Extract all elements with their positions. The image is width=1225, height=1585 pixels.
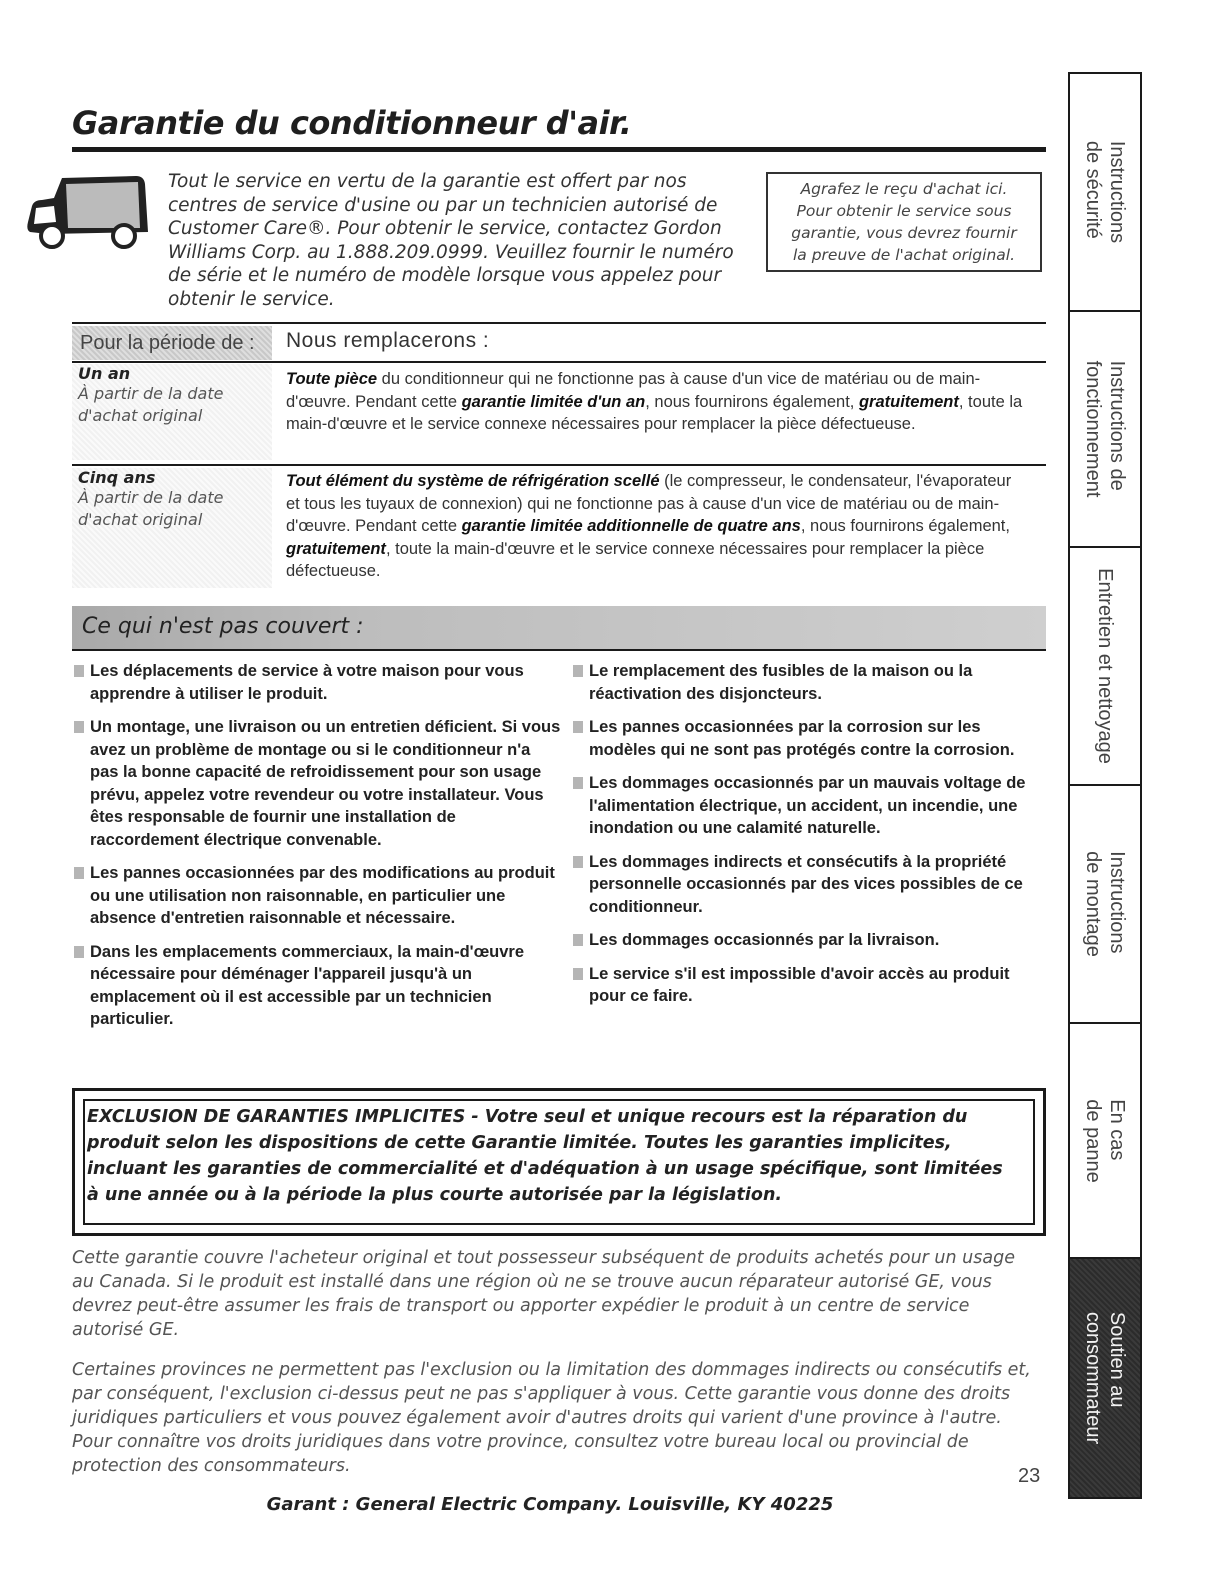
coverage-text: , toute la main-d'œuvre et le service connexe nécessaires pour remplacer la pièce défectueuse.	[286, 392, 1023, 433]
page-number: 23	[1018, 1465, 1041, 1487]
exclusion-text: EXCLUSION DE GARANTIES IMPLICITES - Votre seul et unique recours est la réparation du produit selon les dispositions de cette Garantie limitée. Toutes les garanties implicites, incluant les garanties de commercialité et d'adéquation à un usage spécifique, sont limitées à une année ou à la période la plus courte autorisée par la législation.	[87, 1107, 1003, 1205]
coverage-text: , toute la main-d'œuvre et le service connexe nécessaires pour remplacer la pièce défectueuse.	[286, 539, 985, 580]
list-item: Un montage, une livraison ou un entretien déficient. Si vous avez un problème de montage ou si le conditionneur n'a pas la bonne capacité de refroidissement pour son usage prévu, appelez votre revendeur ou votre installateur. Vous êtes responsable de fournir une installation de raccordement électrique convenable.	[72, 716, 562, 851]
list-item: Le service s'il est impossible d'avoir accès au produit pour ce faire.	[571, 963, 1046, 1008]
period-from: d'achat original	[78, 510, 203, 529]
service-intro: Tout le service en vertu de la garantie est offert par nos centres de service d'usine ou par un technicien autorisé de Customer Care®. Pour obtenir le service, contactez Gordon Williams Corp. au 1.888.209.0999. Veuillez fournir le numéro de série et le numéro de modèle lorsque vous appelez pour obtenir le service.	[168, 171, 734, 310]
coverage-text: du conditionneur qui ne fonctionne pas à cause d'un vice de matériau ou de main-d'œuvre. Pendant cette	[286, 370, 981, 411]
tab-label	[1093, 568, 1117, 764]
tab-label-line: Instructions	[1106, 140, 1128, 244]
tab-label	[1081, 1099, 1129, 1182]
period-from: d'achat original	[78, 406, 203, 425]
coverage-text-one-year	[286, 368, 1026, 436]
tab-label	[1081, 361, 1129, 498]
receipt-line: Agrafez le reçu d'achat ici.	[800, 180, 1008, 198]
table-header-rule	[72, 361, 1046, 363]
tab-label-line: consommateur	[1082, 1311, 1104, 1445]
list-item: Les dommages indirects et consécutifs à la propriété personnelle occasionnés par des vices possibles de ce conditionneur.	[571, 851, 1046, 919]
replace-header: Nous remplacerons :	[286, 329, 490, 352]
tab-instructions-fonctionnement[interactable]	[1070, 312, 1140, 548]
receipt-line: Pour obtenir le service sous	[796, 202, 1012, 220]
tab-label-line: En cas	[1106, 1098, 1128, 1160]
coverage-bold: gratuitement	[286, 539, 386, 558]
table-top-rule	[72, 322, 1046, 324]
not-covered-list-left	[72, 660, 562, 1042]
tab-label-line: de sécurité	[1082, 140, 1104, 239]
not-covered-list-right	[571, 660, 1046, 1019]
section-sidebar	[1068, 72, 1142, 1499]
tab-label-line: de montage	[1082, 851, 1104, 957]
period-from: À partir de la date	[78, 488, 224, 507]
tab-entretien-nettoyage[interactable]	[1070, 548, 1140, 786]
service-truck-icon	[24, 170, 154, 250]
period-header: Pour la période de :	[72, 326, 272, 360]
tab-instructions-montage[interactable]	[1070, 786, 1140, 1024]
receipt-box	[766, 172, 1042, 272]
list-item: Le remplacement des fusibles de la maison ou la réactivation des disjoncteurs.	[571, 660, 1046, 705]
provinces-paragraph: Certaines provinces ne permettent pas l'exclusion ou la limitation des dommages indirects ou consécutifs et, par conséquent, l'exclusion ci-dessus peut ne pas s'appliquer à vous. Cette garantie vous donne des droits juridiques particuliers et vous pouvez également avoir d'autres droits qui varient d'une province à l'autre. Pour connaître vos droits juridiques dans votre province, consultez votre bureau local ou provincial de protection des consommateurs.	[72, 1360, 1031, 1476]
tab-label-line: fonctionnement	[1082, 360, 1104, 498]
period-cell-one-year	[72, 364, 272, 460]
tab-instructions-securite[interactable]	[1070, 74, 1140, 312]
list-item: Les pannes occasionnées par la corrosion sur les modèles qui ne sont pas protégés contre la corrosion.	[571, 716, 1046, 761]
coverage-bold: garantie limitée d'un an	[461, 392, 646, 411]
tab-label-line: Instructions de	[1106, 360, 1128, 491]
table-row-rule	[72, 464, 1046, 466]
tab-label-line: de panne	[1082, 1098, 1104, 1183]
list-item: Les déplacements de service à votre maison pour vous apprendre à utiliser le produit.	[72, 660, 562, 705]
coverage-bold: gratuitement	[858, 392, 959, 411]
coverage-bold: Tout élément du système de réfrigération scellé	[286, 472, 660, 490]
tab-en-cas-de-panne[interactable]	[1070, 1024, 1140, 1259]
list-item: Dans les emplacements commerciaux, la main-d'œuvre nécessaire pour déménager l'appareil jusqu'à un emplacement où il est accessible par un technicien particulier.	[72, 941, 562, 1031]
title-rule	[72, 147, 1046, 152]
tab-label-line: Soutien au	[1106, 1311, 1128, 1408]
list-item: Les dommages occasionnés par un mauvais voltage de l'alimentation électrique, un accident, un incendie, une inondation ou une calamité naturelle.	[571, 772, 1046, 840]
coverage-text: (le compresseur, le condensateur, l'évaporateur et tous les tuyaux de connexion) qui ne fonctionne pas à cause d'un vice de matériau ou de main-d'œuvre. Pendant cette	[286, 472, 1012, 535]
coverage-text-five-years	[286, 470, 1026, 583]
tab-label-line: Entretien et nettoyage	[1094, 568, 1116, 764]
tab-label-line: Instructions	[1106, 851, 1128, 954]
page-title: Garantie du conditionneur d'air.	[72, 104, 632, 142]
not-covered-title: Ce qui n'est pas couvert :	[82, 614, 364, 639]
tab-label	[1081, 1312, 1129, 1444]
tab-soutien-consommateur[interactable]	[1070, 1259, 1140, 1497]
period-from: À partir de la date	[78, 384, 224, 403]
receipt-line: garantie, vous devrez fournir	[791, 224, 1017, 242]
coverage-bold: Toute pièce	[286, 370, 378, 388]
canada-coverage-paragraph: Cette garantie couvre l'acheteur original et tout possesseur subséquent de produits achetés pour un usage au Canada. Si le produit est installé dans une région où ne se trouve aucun réparateur autorisé GE, vous devrez peut-être assumer les frais de transport ou apporter expédier le produit à un centre de service autorisé GE.	[72, 1248, 1015, 1340]
list-item: Les dommages occasionnés par la livraison.	[571, 929, 1046, 952]
period-cell-five-years	[72, 468, 272, 588]
footer-warrantor: Garant : General Electric Company. Louisville, KY 40225	[266, 1494, 834, 1515]
period-name: Un an	[78, 364, 131, 383]
period-name: Cinq ans	[78, 468, 156, 487]
coverage-bold: garantie limitée additionnelle de quatre ans	[461, 517, 801, 535]
not-covered-header	[72, 606, 1046, 651]
exclusion-box	[72, 1088, 1046, 1236]
tab-label	[1081, 141, 1129, 243]
coverage-text: , nous fournirons également,	[645, 392, 859, 411]
tab-label	[1081, 851, 1129, 957]
list-item: Les pannes occasionnées par des modifications au produit ou une utilisation non raisonnable, en particulier une absence d'entretien raisonnable et nécessaire.	[72, 862, 562, 930]
receipt-line: la preuve de l'achat original.	[792, 246, 1016, 264]
coverage-text: , nous fournirons également,	[800, 517, 1010, 535]
